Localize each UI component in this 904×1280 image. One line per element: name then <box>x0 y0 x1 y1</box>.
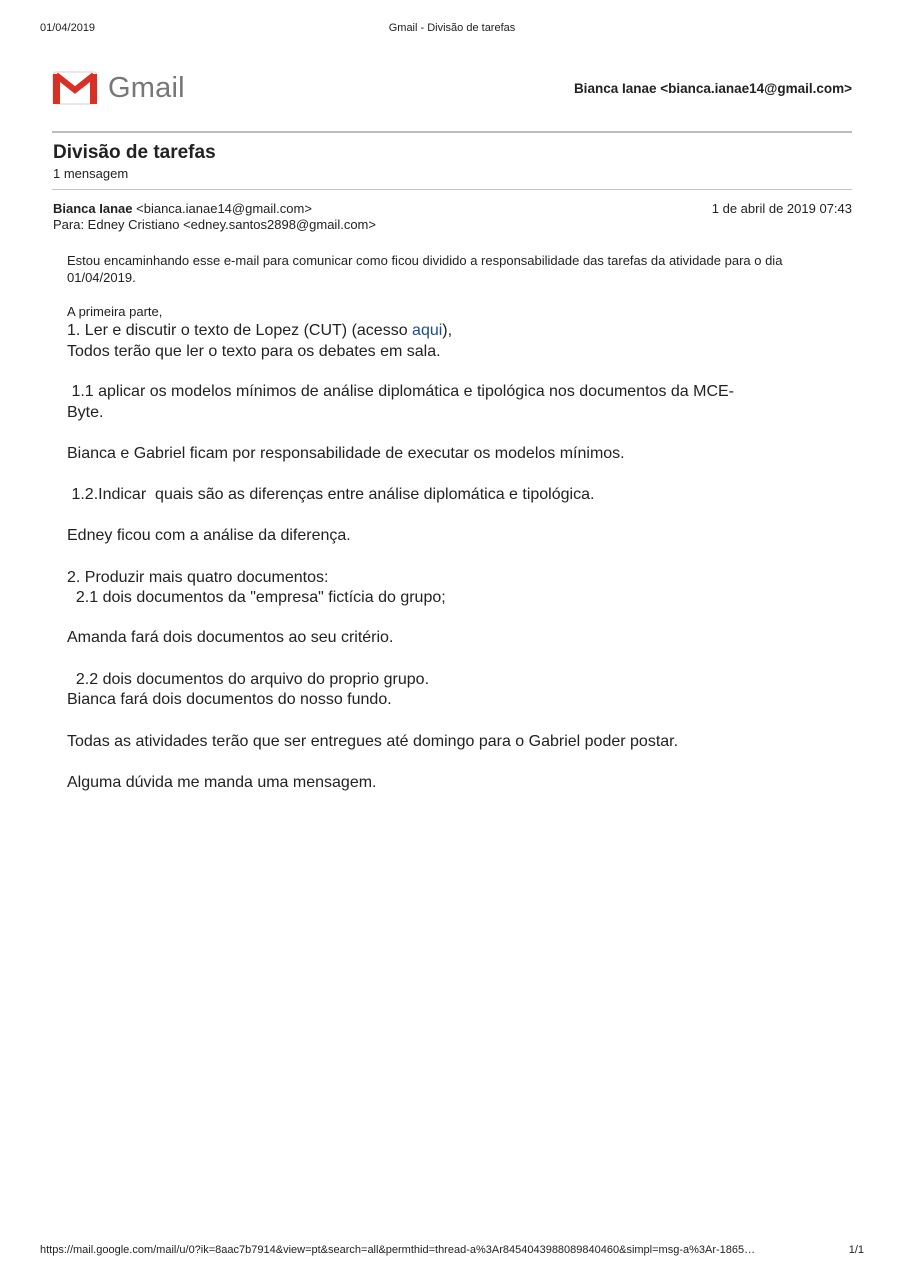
item-1-text-end: ), <box>442 322 453 339</box>
subject-divider <box>52 189 852 190</box>
item-1-text: 1. Ler e discutir o texto de Lopez (CUT) (acesso <box>67 322 413 339</box>
part-label: A primeira parte, <box>67 304 163 319</box>
closing-paragraph: Alguma dúvida me manda uma mensagem. <box>67 774 377 791</box>
item-1-1-responsibility: Bianca e Gabriel ficam por responsabilidade de executar os modelos mínimos. <box>67 445 625 462</box>
item-2-1: 2.1 dois documentos da "empresa" fictícia do grupo; <box>67 589 446 606</box>
print-footer-url: https://mail.google.com/mail/u/0?ik=8aac7b7914&view=pt&search=all&permthid=thread-a%3Ar8454043988089840460&simpl=msg-a%3Ar-1865… <box>40 1244 756 1256</box>
deadline-paragraph: Todas as atividades terão que ser entregues até domingo para o Gabriel poder postar. <box>67 733 679 750</box>
item-1-1-line-a: 1.1 aplicar os modelos mínimos de análise diplomática e tipológica nos documentos da MCE- <box>67 383 735 400</box>
aqui-link[interactable]: aqui <box>412 322 443 339</box>
header-divider <box>52 131 852 133</box>
recipient-line: Para: Edney Cristiano <edney.santos2898@gmail.com> <box>53 217 376 232</box>
message-count: 1 mensagem <box>53 166 129 181</box>
item-1-1-line-b: Byte. <box>67 404 104 421</box>
item-1 <box>67 321 837 341</box>
print-header-date: 01/04/2019 <box>40 22 96 34</box>
item-2-1-responsibility: Amanda fará dois documentos ao seu critério. <box>67 629 394 646</box>
gmail-envelope-icon <box>52 71 98 105</box>
gmail-wordmark: Gmail <box>108 71 185 104</box>
thread-subject: Divisão de tarefas <box>53 142 216 163</box>
item-2-2: 2.2 dois documentos do arquivo do proprio grupo. <box>67 671 430 688</box>
print-footer-page: 1/1 <box>848 1244 864 1256</box>
sender-email: <bianca.ianae14@gmail.com> <box>136 201 312 216</box>
sender-name: Bianca Ianae <box>53 201 133 216</box>
item-2: 2. Produzir mais quatro documentos: <box>67 569 329 586</box>
message-date: 1 de abril de 2019 07:43 <box>711 201 852 216</box>
sender-line <box>53 201 312 216</box>
account-identity: Bianca Ianae <bianca.ianae14@gmail.com> <box>573 81 852 96</box>
item-1-2-responsibility: Edney ficou com a análise da diferença. <box>67 527 351 544</box>
item-1-note: Todos terão que ler o texto para os debates em sala. <box>67 343 441 360</box>
gmail-logo <box>52 68 185 108</box>
print-header-title: Gmail - Divisão de tarefas <box>388 22 516 34</box>
item-2-2-responsibility: Bianca fará dois documentos do nosso fundo. <box>67 691 392 708</box>
intro-paragraph: Estou encaminhando esse e-mail para comunicar como ficou dividido a responsabilidade das tarefas da atividade para o dia 01/04/2019. <box>67 253 783 285</box>
item-1-2: 1.2.Indicar quais são as diferenças entre análise diplomática e tipológica. <box>67 486 595 503</box>
